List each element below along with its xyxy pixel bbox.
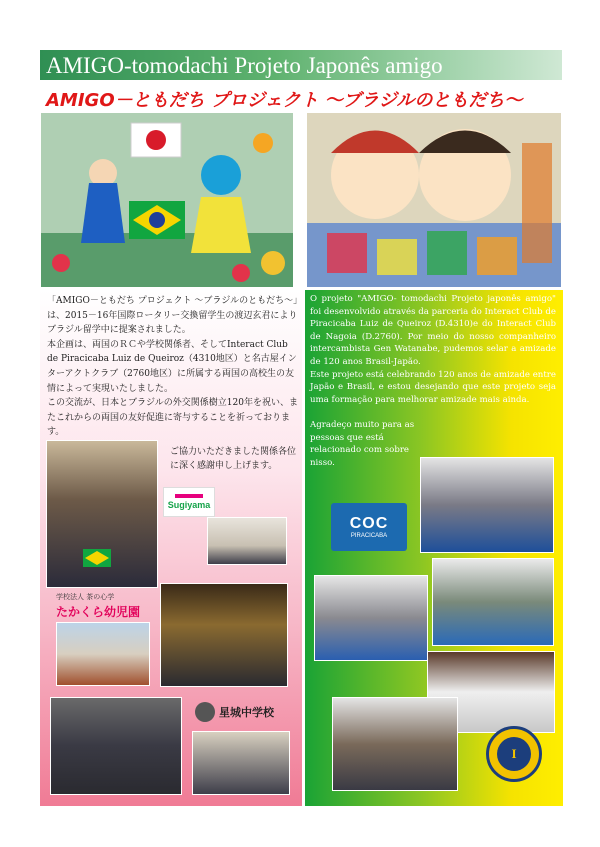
classroom-photo-small bbox=[207, 517, 287, 565]
brazil-classroom-photo-3 bbox=[432, 558, 554, 646]
group-classroom-photo bbox=[332, 697, 458, 791]
brazil-classroom-photo-2 bbox=[314, 575, 428, 661]
japanese-text-block bbox=[47, 294, 299, 440]
kindergarten-drawings-photo bbox=[56, 622, 150, 686]
sugiyama-logo-text: Sugiyama bbox=[167, 500, 211, 510]
kindergarten-logo bbox=[56, 603, 148, 619]
page-subtitle: AMIGO－ともだち プロジェクト ～ブラジルのともだち～ bbox=[46, 90, 523, 111]
portuguese-paragraph: Este projeto está celebrando 120 anos de amizade entre Japão e Brasil, e estou desejando que este projeto seja uma formação para melhorar amizade mais ainda. bbox=[310, 369, 556, 405]
child-drawing-left bbox=[40, 112, 294, 288]
school-emblem-icon bbox=[195, 702, 215, 722]
kindergarten-logo-text: たかくら幼児園 bbox=[56, 604, 141, 619]
interact-club-logo bbox=[486, 726, 542, 782]
interact-logo-letter: I bbox=[511, 746, 517, 761]
japanese-paragraph: 本企画は、両国のＲＣや学校関係者、そしてInteract Club de Piracicaba Luiz de Queiroz（4310地区）と名古屋インターアクトクラブ（2760地区）に所属する両国の高校生の友情によって実現いたしました。 bbox=[47, 339, 297, 394]
kindergarten-caption: 学校法人 茶の心学 bbox=[56, 593, 115, 601]
japanese-paragraph: この交流が、日本とブラジルの外交関係樹立120年を祝い、またこれからの両国の友好促進に寄与することを祈っております。 bbox=[47, 398, 298, 438]
classroom-photo-left bbox=[50, 697, 182, 795]
interact-emblem-icon bbox=[497, 737, 531, 771]
temple-photo bbox=[160, 583, 288, 687]
sugiyama-logo bbox=[163, 487, 215, 517]
seijo-school-logo bbox=[195, 700, 287, 724]
portuguese-paragraph: O projeto "AMIGO- tomodachi Projeto japonês amigo" foi desenvolvido através da parceria do Interact Club de Piracicaba Luiz de Queiroz (D.4310)e do Interact Club de Nagoia (D.2760). Por meio do nosso companheiro intercambista Gen Watanabe, pudemos selar a amizade de 120 anos Brasil-Japão. bbox=[310, 294, 556, 367]
seijo-school-logo-text: 星城中学校 bbox=[219, 706, 274, 719]
coc-logo-text: COC bbox=[349, 515, 389, 532]
sugiyama-mark-icon bbox=[175, 494, 203, 498]
group-photo-stairs bbox=[46, 440, 158, 588]
japanese-paragraph: 「AMIGO－ともだち プロジェクト ～ブラジルのともだち～」は、2015－16年国際ロータリー交換留学生の渡辺玄君によりブラジル留学中に提案されました。 bbox=[47, 296, 298, 336]
portuguese-text-block bbox=[310, 293, 556, 406]
coc-logo bbox=[331, 503, 407, 551]
page-title: AMIGO-tomodachi Projeto Japonês amigo bbox=[46, 53, 443, 78]
title-banner bbox=[40, 50, 562, 80]
school-group-photo bbox=[192, 731, 290, 795]
japanese-thanks: ご協力いただきました関係各位に深く感謝申し上げます。 bbox=[170, 447, 297, 471]
brazil-classroom-photo-1 bbox=[420, 457, 554, 553]
coc-logo-subtext: PIRACICABA bbox=[350, 533, 388, 539]
portuguese-thanks: Agradeço muito para as pessoas que está relacionado com sobre nisso. bbox=[310, 420, 415, 468]
child-drawing-right bbox=[306, 112, 562, 288]
